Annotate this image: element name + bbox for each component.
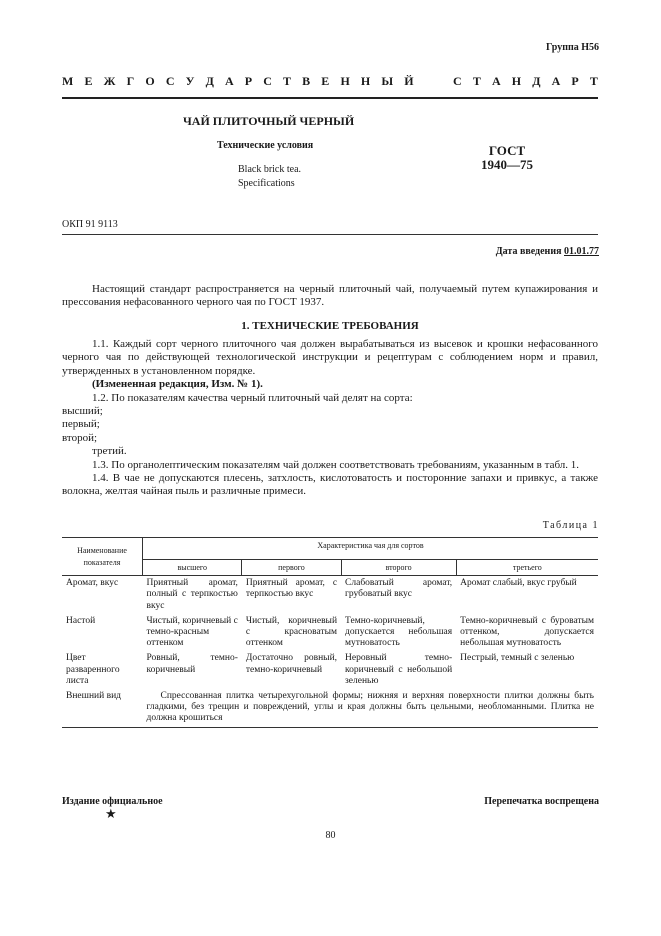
sort-item: второй;: [62, 431, 98, 444]
banner-letter: В: [302, 74, 311, 88]
page-number: 80: [325, 830, 336, 841]
banner-letter: С: [453, 74, 462, 88]
sort-item: третий.: [92, 445, 127, 458]
banner-letter: Г: [126, 74, 135, 88]
banner-letter: А: [224, 74, 234, 88]
banner-letter: Ж: [103, 74, 116, 88]
middle-rule: [62, 234, 598, 235]
header-characteristics: Характеристика чая для сортов: [143, 538, 599, 560]
sort-item: высший;: [62, 405, 103, 418]
table-cell: Темно-коричневый с буроватым оттенком, допускается небольшая мутноватость: [460, 615, 594, 649]
table-row: [62, 651, 598, 689]
banner-letter: Й: [404, 74, 414, 88]
group-code: Группа Н56: [546, 42, 599, 53]
header-sort: высшего: [143, 560, 242, 576]
english-title: [238, 163, 301, 191]
banner-letter: Т: [283, 74, 292, 88]
intro-text: Настоящий стандарт распространяется на черный плиточный чай, получаемый путем купажирования и прессования нефасованного черного чая по ГОСТ 1937.: [62, 283, 598, 309]
table-cell: Неровный темно-коричневый с небольшой зеленью: [345, 653, 453, 686]
row-name: Настой: [66, 615, 96, 626]
table-cell: Чистый, коричневый с темно-красным оттенком: [146, 615, 238, 649]
header-sort: второго: [341, 560, 456, 576]
star-icon: ★: [105, 806, 117, 821]
banner-letter: Д: [532, 74, 541, 88]
sort-item: первый;: [62, 418, 100, 431]
table-cell: Приятный аромат, полный с терпкостью вкус: [146, 578, 238, 611]
clause-1-2: 1.2. По показателям качества черный плиточный чай делят на сорта:: [92, 391, 413, 404]
banner-letter: Е: [321, 74, 330, 88]
table-cell: Слабоватый аромат, грубоватый вкус: [345, 578, 453, 600]
banner-letter: Р: [244, 74, 253, 88]
header-indicator-name: Наименование показателя: [62, 538, 143, 576]
banner-letter: О: [145, 74, 155, 88]
banner-letter: Д: [205, 74, 214, 88]
banner-letter: Т: [589, 74, 598, 88]
clause-1-1-note: (Измененная редакция, Изм. № 1).: [92, 378, 263, 391]
table-cell: Темно-коричневый, допускается небольшая мутноватость: [345, 615, 453, 649]
banner-letter: Н: [360, 74, 371, 88]
row-name: Внешний вид: [62, 689, 143, 727]
banner-letter: М: [62, 74, 74, 88]
banner-letter: А: [491, 74, 501, 88]
date-value: 01.01.77: [564, 246, 599, 257]
top-rule: [62, 97, 598, 99]
table-caption: Таблица 1: [542, 520, 599, 531]
intro-paragraph: [62, 283, 598, 310]
row-name: Аромат, вкус: [66, 578, 119, 589]
table-cell: Ровный, темно-коричневый: [146, 653, 238, 675]
table-row: [62, 689, 598, 727]
reprint-notice: Перепечатка воспрещена: [484, 796, 599, 807]
okp-code: ОКП 91 9113: [62, 219, 118, 230]
banner-letter: У: [185, 74, 195, 88]
banner-letter: Н: [340, 74, 350, 88]
clause-1-3: 1.3. По органолептическим показателям чай должен соответствовать требованиям, указанным в табл. 1.: [92, 458, 580, 471]
requirements-text: [62, 338, 598, 499]
banner-letter: Н: [511, 74, 522, 88]
table-cell: Аромат слабый, вкус грубый: [460, 578, 577, 589]
row-name: Цвет разваренного листа: [66, 653, 120, 686]
english-title-line-1: Black brick tea.: [238, 164, 302, 175]
table-cell: Чистый, коричневый с красноватым оттенком: [245, 615, 338, 649]
document-subtitle: Технические условия: [217, 140, 314, 151]
english-title-line-2: Specifications: [238, 178, 295, 189]
gost-code: 1940—75: [481, 157, 533, 172]
table-cell: Спрессованная плитка четырехугольной формы; нижняя и верхняя поверхности плитки должны быть гладкими, без трещин и повреждений, углы и края должны быть цельными, необломанными. Плитка не должна крошиться: [143, 689, 599, 727]
organoleptic-table: [62, 537, 598, 728]
banner-letter: Е: [84, 74, 93, 88]
document-title: ЧАЙ ПЛИТОЧНЫЙ ЧЕРНЫЙ: [183, 114, 355, 128]
banner-letter: С: [263, 74, 272, 88]
standard-banner: [62, 74, 598, 89]
clause-1-4: 1.4. В чае не допускаются плесень, затхлость, кислотоватость и посторонние запахи и привкус, а также волокна, желтая чайная пыль и различные примеси.: [62, 472, 598, 498]
table-cell: Пестрый, темный с зеленью: [460, 653, 575, 664]
banner-letter: А: [551, 74, 561, 88]
clause-1-1: 1.1. Каждый сорт черного плиточного чая должен вырабатываться из высевок и крошки нефасованного черного чая по действующей технологической инструкции и рецептурам с соблюдением норм и правил, утвержденных в установленном порядке.: [62, 338, 598, 377]
header-sort: первого: [242, 560, 341, 576]
gost-label: ГОСТ: [488, 143, 526, 158]
official-edition: Издание официальное: [62, 796, 163, 807]
table-row: [62, 614, 598, 652]
introduction-date: [496, 246, 599, 257]
banner-letter: Р: [571, 74, 579, 88]
table-row: [62, 576, 598, 614]
banner-letter: Т: [472, 74, 481, 88]
banner-letter: С: [165, 74, 175, 88]
date-label: Дата введения: [495, 246, 564, 257]
banner-letter: [425, 74, 428, 89]
table-cell: Достаточно ровный, темно-коричневый: [245, 653, 338, 675]
header-sort: третьего: [456, 560, 598, 576]
banner-letter: Ы: [381, 74, 394, 88]
gost-number: [478, 144, 536, 172]
section-title: 1. ТЕХНИЧЕСКИЕ ТРЕБОВАНИЯ: [241, 320, 419, 332]
table-cell: Приятный аромат, с терпкостью вкус: [245, 578, 338, 600]
banner-letter: [439, 74, 442, 89]
